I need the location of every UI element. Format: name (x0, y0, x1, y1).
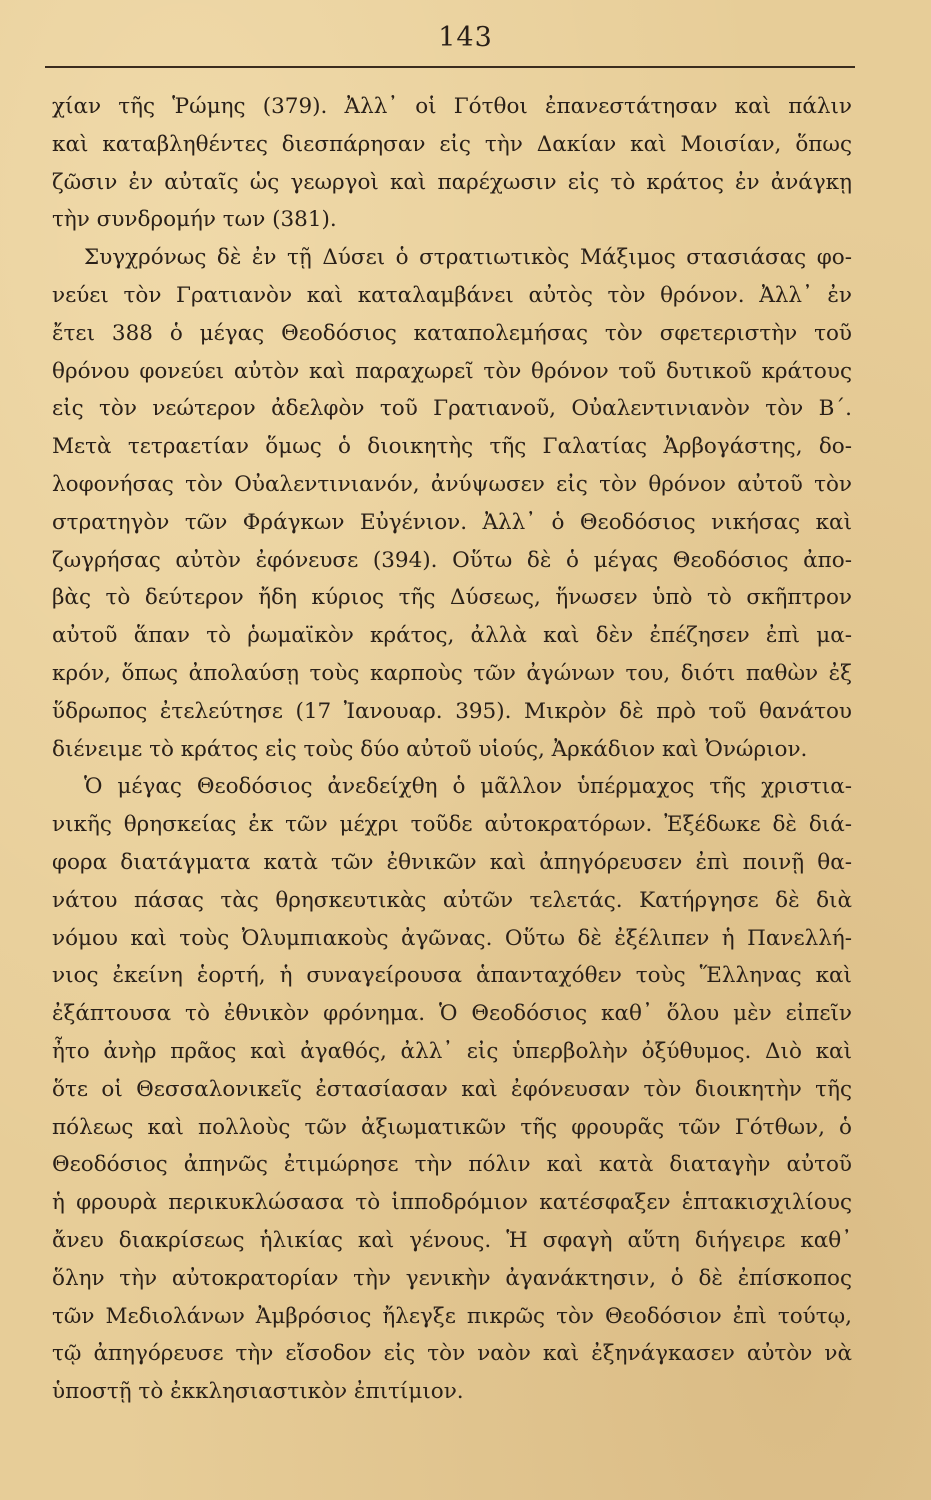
text-line: Ὁ μέγας Θεοδόσιος ἀνεδείχθη ὁ μᾶλλον ὑπέρμαχος τῆς χριστια- (84, 774, 852, 800)
text-line: ὅτε οἱ Θεσσαλονικεῖς ἐστασίασαν καὶ ἐφόνευσαν τὸν διοικητὴν τῆς (52, 1076, 852, 1102)
text-line: βὰς τὸ δεύτερον ἤδη κύριος τῆς Δύσεως, ἥνωσεν ὑπὸ τὸ σκῆπτρον (52, 585, 852, 611)
text-line: χίαν τῆς Ῥώμης (379). Ἀλλ᾿ οἱ Γότθοι ἐπανεστάτησαν καὶ πάλιν (52, 94, 852, 119)
text-line: νόμου καὶ τοὺς Ὀλυμπιακοὺς ἀγῶνας. Οὕτω δὲ ἐξέλιπεν ἡ Πανελλή- (52, 925, 852, 951)
text-line: νικῆς θρησκείας ἐκ τῶν μέχρι τοῦδε αὐτοκρατόρων. Ἐξέδωκε δὲ διά- (52, 812, 852, 838)
paragraph (52, 768, 852, 1411)
text-line: ζῶσιν ἐν αὐταῖς ὡς γεωργοὶ καὶ παρέχωσιν εἰς τὸ κράτος ἐν ἀνάγκῃ (52, 169, 852, 195)
text-line: νιος ἐκείνη ἑορτή, ἡ συναγείρουσα ἁπανταχόθεν τοὺς Ἕλληνας καὶ (52, 963, 852, 989)
text-line: θρόνου φονεύει αὐτὸν καὶ παραχωρεῖ τὸν θρόνον τοῦ δυτικοῦ κράτους (52, 358, 852, 384)
text-line: ἐξάπτουσα τὸ ἐθνικὸν φρόνημα. Ὁ Θεοδόσιος καθ᾿ ὅλου μὲν εἰπεῖν (52, 1001, 852, 1027)
text-line: λοφονήσας τὸν Οὐαλεντινιανόν, ἀνύψωσεν εἰς τὸν θρόνον αὐτοῦ τὸν (52, 471, 852, 497)
text-line: Θεοδόσιος ἀπηνῶς ἐτιμώρησε τὴν πόλιν καὶ κατὰ διαταγὴν αὐτοῦ (52, 1152, 852, 1178)
text-line: ἄνευ διακρίσεως ἡλικίας καὶ γένους. Ἡ σφαγὴ αὕτη διήγειρε καθ᾿ (52, 1227, 852, 1253)
text-line: κρόν, ὅπως ἀπολαύσῃ τοὺς καρποὺς τῶν ἀγώνων του, διότι παθὼν ἐξ (52, 660, 852, 686)
text-line: καὶ καταβληθέντες διεσπάρησαν εἰς τὴν Δακίαν καὶ Μοισίαν, ὅπως (52, 131, 852, 157)
text-line: εἰς τὸν νεώτερον ἀδελφὸν τοῦ Γρατιανοῦ, Οὐαλεντινιανὸν τὸν Β΄. (52, 396, 852, 422)
text-line: ἡ φρουρὰ περικυκλώσασα τὸ ἱπποδρόμιον κατέσφαξεν ἑπτακισχιλίους (52, 1190, 852, 1216)
text-line: Συγχρόνως δὲ ἐν τῇ Δύσει ὁ στρατιωτικὸς Μάξιμος στασιάσας φο- (84, 245, 852, 271)
page-number: 143 (438, 22, 493, 53)
text-line: πόλεως καὶ πολλοὺς τῶν ἀξιωματικῶν τῆς φρουρᾶς τῶν Γότθων, ὁ (52, 1114, 852, 1140)
text-line: φορα διατάγματα κατὰ τῶν ἐθνικῶν καὶ ἀπηγόρευσεν ἐπὶ ποινῇ θα- (52, 849, 852, 875)
text-line: διένειμε τὸ κράτος εἰς τοὺς δύο αὐτοῦ υἱούς, Ἀρκάδιον καὶ Ὀνώριον. (52, 736, 808, 762)
text-line: νάτου πάσας τὰς θρησκευτικὰς αὐτῶν τελετάς. Κατήργησε δὲ διὰ (52, 887, 852, 913)
text-line: αὐτοῦ ἅπαν τὸ ῥωμαϊκὸν κράτος, ἀλλὰ καὶ δὲν ἐπέζησεν ἐπὶ μα- (52, 623, 852, 649)
text-line: νεύει τὸν Γρατιανὸν καὶ καταλαμβάνει αὐτὸς τὸν θρόνον. Ἀλλ᾿ ἐν (52, 282, 852, 308)
text-line: ὅλην τὴν αὐτοκρατορίαν τὴν γενικὴν ἀγανάκτησιν, ὁ δὲ ἐπίσκοπος (52, 1265, 852, 1291)
text-line: στρατηγὸν τῶν Φράγκων Εὐγένιον. Ἀλλ᾿ ὁ Θεοδόσιος νικήσας καὶ (52, 509, 852, 535)
body-text (52, 88, 852, 1411)
text-line: ὕδρωπος ἐτελεύτησε (17 Ἰανουαρ. 395). Μικρὸν δὲ πρὸ τοῦ θανάτου (52, 698, 852, 724)
text-line: τὴν συνδρομήν των (381). (52, 207, 337, 233)
text-line: τῶν Μεδιολάνων Ἀμβρόσιος ἤλεγξε πικρῶς τὸν Θεοδόσιον ἐπὶ τούτῳ, (52, 1303, 852, 1329)
paragraph (52, 88, 852, 239)
text-line: ὑποστῇ τὸ ἐκκλησιαστικὸν ἐπιτίμιον. (52, 1379, 464, 1405)
text-line: Μετὰ τετραετίαν ὅμως ὁ διοικητὴς τῆς Γαλατίας Ἀρβογάστης, δο- (52, 434, 852, 460)
text-line: ζωγρήσας αὐτὸν ἐφόνευσε (394). Οὕτω δὲ ὁ μέγας Θεοδόσιος ἀπο- (52, 547, 852, 573)
header-rule (45, 66, 855, 68)
text-line: τῷ ἀπηγόρευσε τὴν εἴσοδον εἰς τὸν ναὸν καὶ ἐξηνάγκασεν αὐτὸν νὰ (52, 1341, 852, 1367)
text-line: ἦτο ἀνὴρ πρᾶος καὶ ἀγαθός, ἀλλ᾿ εἰς ὑπερβολὴν ὀξύθυμος. Διὸ καὶ (52, 1038, 852, 1064)
paragraph (52, 239, 852, 768)
text-line: ἔτει 388 ὁ μέγας Θεοδόσιος καταπολεμήσας τὸν σφετεριστὴν τοῦ (52, 320, 852, 346)
